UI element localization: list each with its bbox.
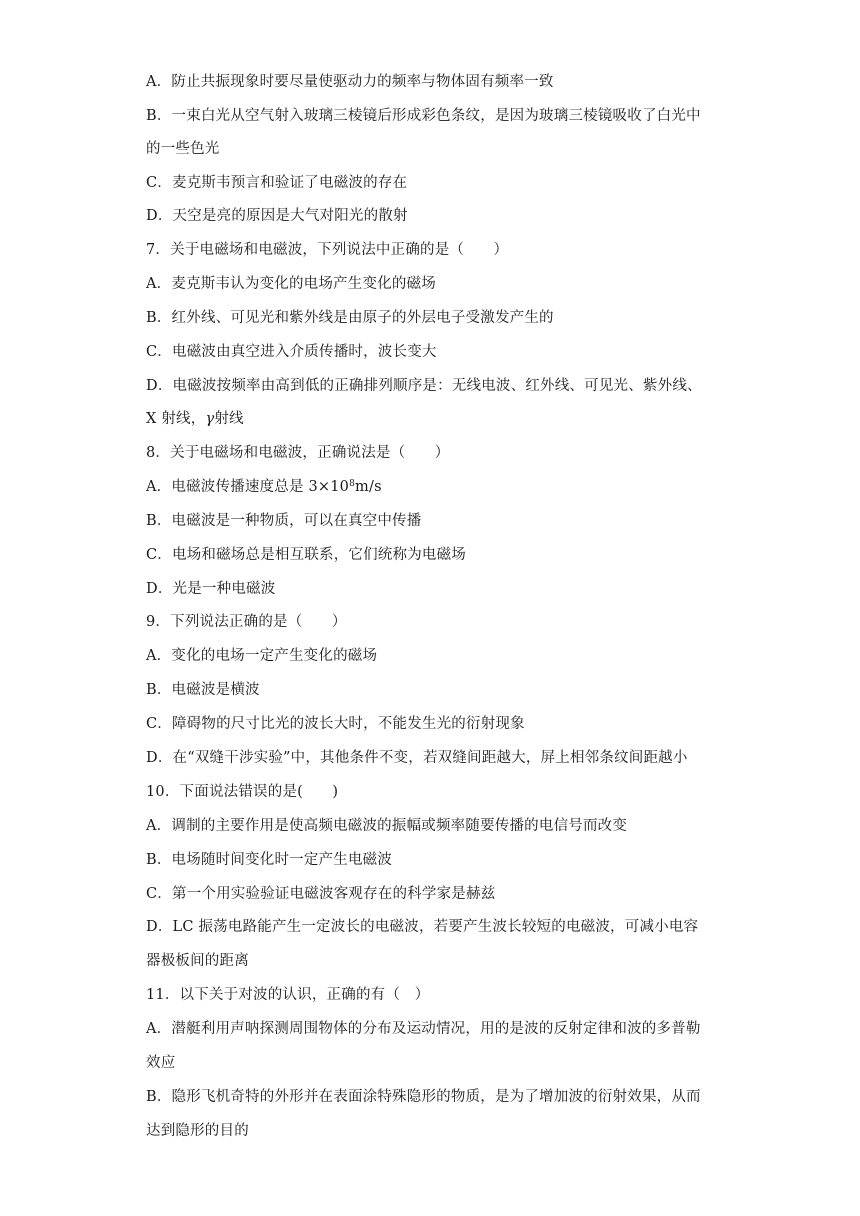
q7-option-c: C．电磁波由真空进入介质传播时，波长变大: [146, 344, 437, 360]
q11-stem: 11．以下关于对波的认识，正确的有（ ）: [146, 987, 430, 1003]
exponent: 8: [349, 479, 356, 489]
q10-option-b: B．电场随时间变化时一定产生电磁波: [146, 852, 393, 868]
q8-option-b: B．电磁波是一种物质，可以在真空中传播: [146, 513, 422, 529]
q7-option-d: D．电磁波按频率由高到低的正确排列顺序是：无线电波、红外线、可见光、紫外线、: [146, 378, 702, 394]
q8-option-c: C．电场和磁场总是相互联系，它们统称为电磁场: [146, 547, 466, 563]
q6-option-b: B．一束白光从空气射入玻璃三棱镜后形成彩色条纹，是因为玻璃三棱镜吸收了白光中: [146, 108, 701, 124]
q7-option-a: A．麦克斯韦认为变化的电场产生变化的磁场: [146, 276, 436, 292]
q8-option-d: D．光是一种电磁波: [146, 581, 276, 597]
q9-option-c: C．障碍物的尺寸比光的波长大时，不能发生光的衍射现象: [146, 716, 525, 732]
unit-text: m/s: [355, 479, 382, 495]
q8-stem: 8．关于电磁场和电磁波，正确说法是（ ）: [146, 445, 450, 461]
q10-option-d: D．LC 振荡电路能产生一定波长的电磁波，若要产生波长较短的电磁波，可减小电容: [146, 919, 699, 935]
ray-text: 射线: [214, 411, 244, 427]
q7-stem: 7．关于电磁场和电磁波，下列说法中正确的是（ ）: [146, 242, 509, 258]
q7-option-d-cont: [146, 409, 726, 429]
q10-stem: 10．下面说法错误的是( ): [146, 784, 339, 800]
q11-option-a-cont: 效应: [146, 1055, 176, 1071]
q6-option-a: A．防止共振现象时要尽量使驱动力的频率与物体固有频率一致: [146, 74, 554, 90]
q9-option-b: B．电磁波是横波: [146, 682, 260, 698]
q6-option-c: C．麦克斯韦预言和验证了电磁波的存在: [146, 175, 408, 191]
q10-option-d-cont: 器极板间的距离: [146, 953, 249, 969]
q6-option-b-cont: 的一些色光: [146, 141, 220, 157]
q11-option-b-cont: 达到隐形的目的: [146, 1123, 249, 1139]
q11-option-b: B．隐形飞机奇特的外形并在表面涂特殊隐形的物质，是为了增加波的衍射效果，从而: [146, 1089, 701, 1105]
speed-text: A．电磁波传播速度总是 3×10: [146, 479, 350, 495]
q8-option-a: [146, 477, 726, 497]
q10-option-c: C．第一个用实验验证电磁波客观存在的科学家是赫兹: [146, 886, 496, 902]
q6-option-d: D．天空是亮的原因是大气对阳光的散射: [146, 208, 408, 224]
q9-stem: 9．下列说法正确的是（ ）: [146, 614, 347, 630]
q10-option-a: A．调制的主要作用是使高频电磁波的振幅或频率随要传播的电信号而改变: [146, 818, 628, 834]
gamma-symbol: γ: [205, 411, 215, 427]
xray-text: X 射线，: [146, 411, 206, 427]
q9-option-d: D．在“双缝干涉实验”中，其他条件不变，若双缝间距越大，屏上相邻条纹间距越小: [146, 750, 688, 766]
q7-option-b: B．红外线、可见光和紫外线是由原子的外层电子受激发产生的: [146, 310, 554, 326]
q11-option-a: A．潜艇利用声呐探测周围物体的分布及运动情况，用的是波的反射定律和波的多普勒: [146, 1021, 701, 1037]
q9-option-a: A．变化的电场一定产生变化的磁场: [146, 648, 378, 664]
